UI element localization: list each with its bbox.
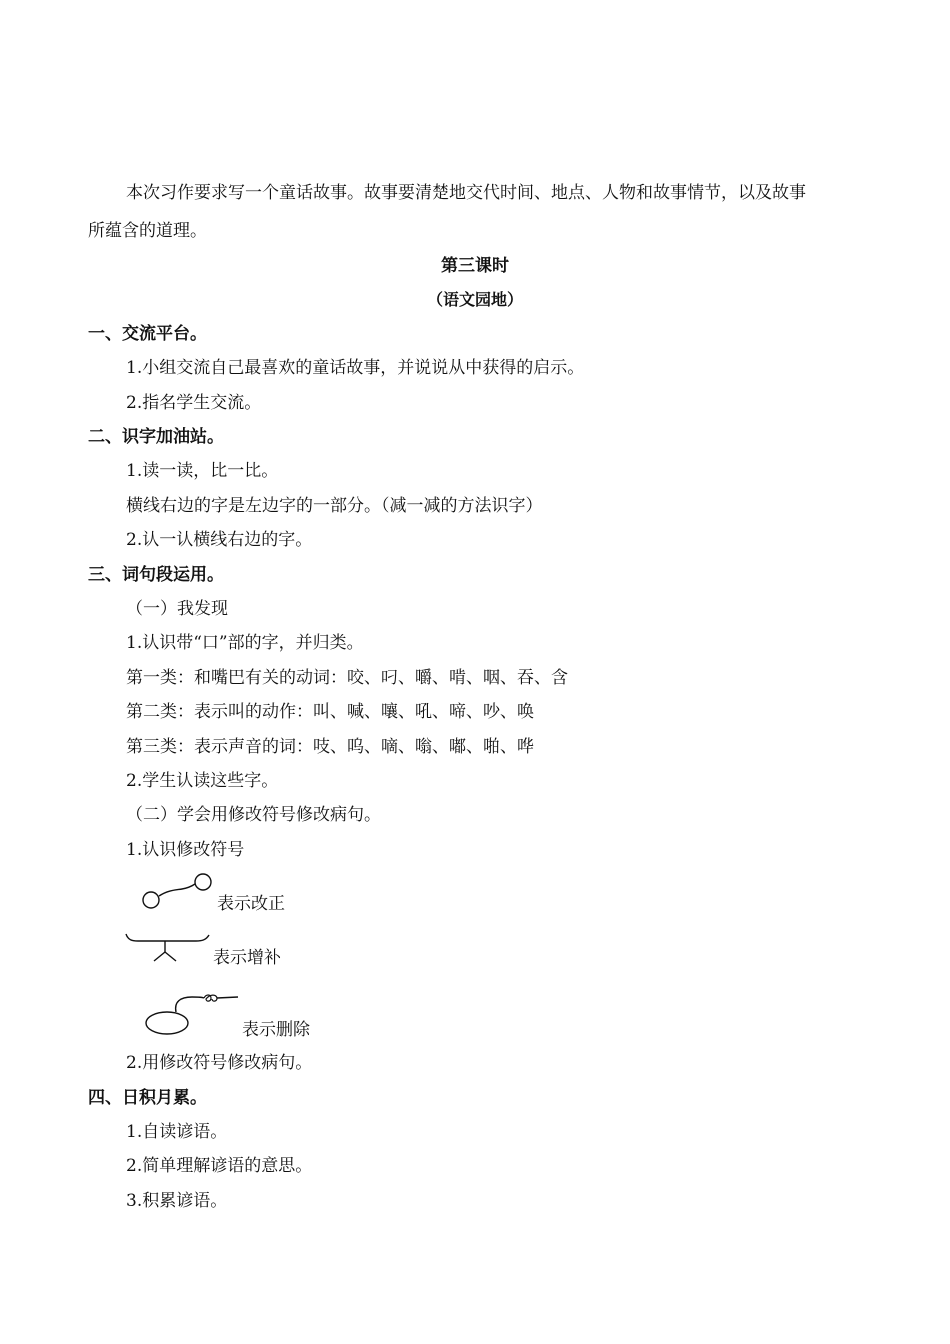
list-item: 1.读一读，比一比。 [126, 461, 279, 481]
symbol-label-delete: 表示删除 [242, 1020, 310, 1040]
lesson-title: 第三课时 [441, 256, 509, 276]
subsection-title: （二）学会用修改符号修改病句。 [126, 805, 381, 825]
lesson-subtitle: （语文园地） [426, 290, 523, 309]
insert-mark-icon [122, 930, 216, 970]
list-item: 2.用修改符号修改病句。 [126, 1053, 313, 1073]
subsection-title: （一）我发现 [126, 599, 228, 619]
symbol-label-insert: 表示增补 [213, 948, 281, 968]
list-item: 3.积累谚语。 [126, 1191, 228, 1211]
correct-mark-icon [136, 868, 220, 916]
category-line: 第三类：表示声音的词：吱、呜、嘀、嗡、嘟、啪、哗 [126, 737, 534, 757]
note-text: 横线右边的字是左边字的一部分。（减一减的方法识字） [126, 496, 543, 516]
intro-line-2: 所蕴含的道理。 [88, 221, 207, 241]
list-item: 2.认一认横线右边的字。 [126, 530, 313, 550]
list-item: 1.小组交流自己最喜欢的童话故事，并说说从中获得的启示。 [126, 358, 585, 378]
category-line: 第二类：表示叫的动作：叫、喊、嚷、吼、啼、吵、唤 [126, 702, 534, 722]
list-item: 1.自读谚语。 [126, 1122, 228, 1142]
section-heading-1: 一、交流平台。 [88, 324, 207, 344]
list-item: 2.简单理解谚语的意思。 [126, 1156, 313, 1176]
section-heading-4: 四、日积月累。 [88, 1088, 207, 1108]
category-line: 第一类：和嘴巴有关的动词：咬、叼、嚼、啃、咽、吞、含 [126, 668, 568, 688]
section-heading-3: 三、词句段运用。 [88, 565, 224, 585]
intro-line-1: 本次习作要求写一个童话故事。故事要清楚地交代时间、地点、人物和故事情节，以及故事 [126, 183, 806, 203]
list-item: 2.学生认读这些字。 [126, 771, 279, 791]
delete-mark-icon [140, 988, 244, 1040]
list-item: 1.认识修改符号 [126, 840, 245, 860]
list-item: 2.指名学生交流。 [126, 393, 262, 413]
list-item: 1.认识带“口”部的字，并归类。 [126, 633, 364, 653]
section-heading-2: 二、识字加油站。 [88, 427, 224, 447]
symbol-label-correct: 表示改正 [217, 894, 285, 914]
